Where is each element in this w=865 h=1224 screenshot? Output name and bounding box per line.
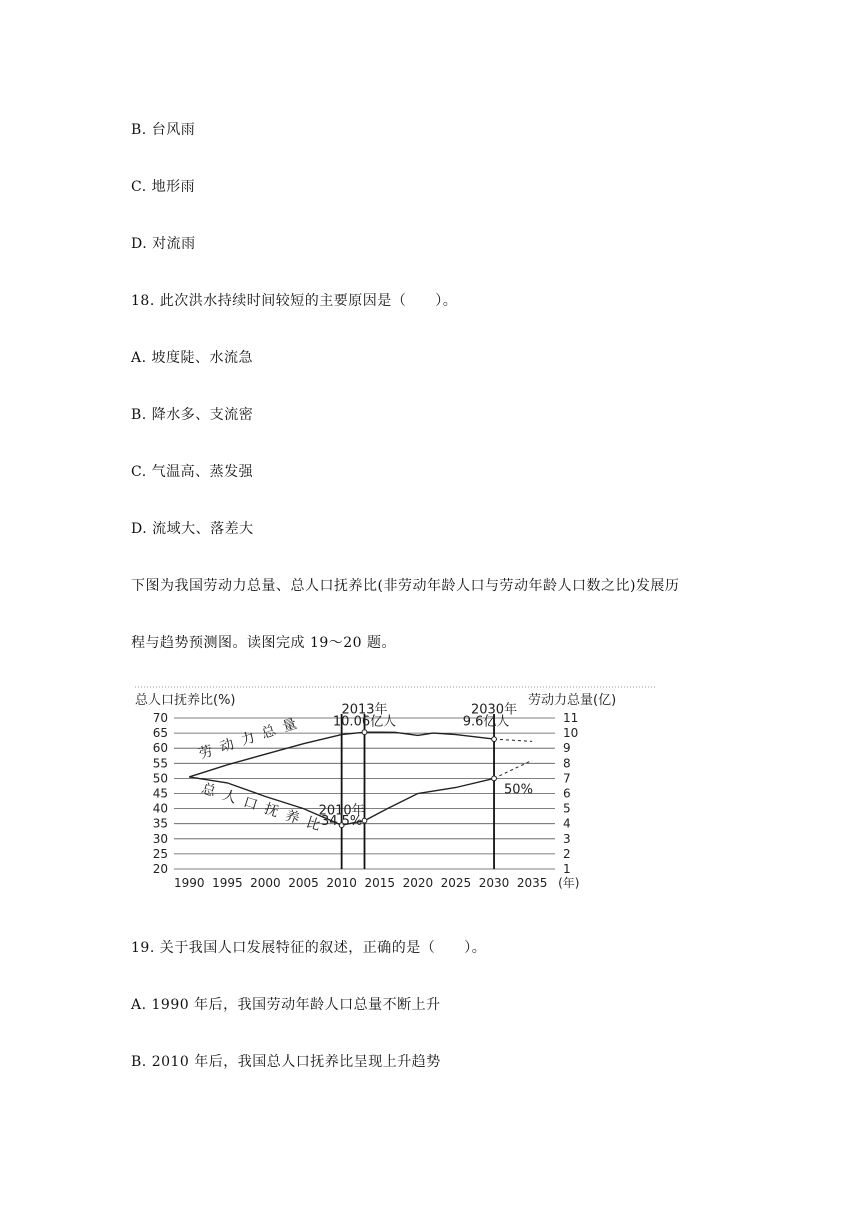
y-right-axis-title: 劳动力总量(亿) [528,693,617,708]
x-tick-label: 2010 [326,876,357,890]
series-point [492,737,497,742]
y-left-tick-label: 40 [152,801,168,816]
x-tick-label: 1995 [212,876,243,890]
series-label: 劳动力总量 [196,713,307,763]
y-right-tick-label: 5 [563,801,571,816]
y-right-tick-label: 7 [563,771,571,786]
y-right-tick-label: 8 [563,756,571,771]
y-left-tick-label: 55 [152,756,168,771]
chart-annotation: 10.06亿人 [332,714,397,730]
series-projection [494,739,532,741]
chart-canvas [130,680,660,895]
y-left-tick-label: 65 [152,726,168,741]
option-a-text: A. 1990 年后，我国劳动年龄人口总量不断上升 [131,997,441,1013]
x-tick-label: 2025 [440,876,472,890]
y-left-tick-label: 45 [152,786,168,801]
question-18-text: 18. 此次洪水持续时间较短的主要原因是（ ）。 [131,293,458,309]
option-d-text: D. 流域大、落差大 [131,521,254,537]
option-a-text: A. 坡度陡、水流急 [131,350,254,366]
intro-paragraph-line: 程与趋势预测图。读图完成 19～20 题。 [131,635,397,651]
y-left-tick-label: 30 [152,831,168,846]
y-right-tick-label: 4 [563,816,571,831]
chart-annotation: 9.6亿人 [462,714,510,730]
x-tick-label: 2000 [250,876,281,890]
series-point [362,730,367,735]
x-tick-label: 2015 [364,876,396,890]
option-b-text: B. 降水多、支流密 [131,407,254,423]
series-label: 总人口抚养比 [199,780,330,837]
y-right-tick-label: 3 [563,831,571,846]
y-right-tick-label: 1 [563,862,571,876]
option-c-text: C. 地形雨 [131,179,196,195]
chart-annotation: 34.5% [320,814,363,830]
y-left-tick-label: 20 [152,862,168,876]
question-19-text: 19. 关于我国人口发展特征的叙述，正确的是（ ）。 [131,940,487,956]
y-left-tick-label: 25 [152,846,168,861]
x-axis-unit: (年) [558,876,580,890]
option-d-text: D. 对流雨 [131,236,196,252]
chart-annotation: 50% [504,782,533,798]
y-left-tick-label: 50 [152,771,168,786]
y-left-axis-title: 总人口抚养比(%) [135,693,236,708]
x-tick-label: 2035 [516,876,548,890]
y-right-tick-label: 6 [563,786,571,801]
x-tick-label: 1990 [173,876,205,890]
series-point [492,776,497,781]
y-right-tick-label: 11 [563,711,579,725]
y-left-tick-label: 70 [152,711,168,725]
x-tick-label: 2030 [478,876,510,890]
option-c-text: C. 气温高、蒸发强 [131,464,254,480]
option-b-text: B. 2010 年后，我国总人口抚养比呈现上升趋势 [131,1054,441,1070]
series-point [362,818,367,823]
chart-annotation: 2010年 [318,803,365,819]
y-left-tick-label: 60 [152,741,168,756]
x-tick-label: 2020 [402,876,434,890]
x-tick-label: 2005 [288,876,319,890]
y-right-tick-label: 10 [563,726,579,741]
population-chart [130,680,660,895]
y-right-tick-label: 2 [563,846,571,861]
intro-paragraph-line: 下图为我国劳动力总量、总人口抚养比(非劳动年龄人口与劳动年龄人口数之比)发展历 [131,578,680,594]
y-left-tick-label: 35 [152,816,168,831]
chart-annotation: 2013年 [341,702,388,718]
y-right-tick-label: 9 [563,741,571,756]
option-b-text: B. 台风雨 [131,122,196,138]
chart-annotation: 2030年 [470,702,518,718]
